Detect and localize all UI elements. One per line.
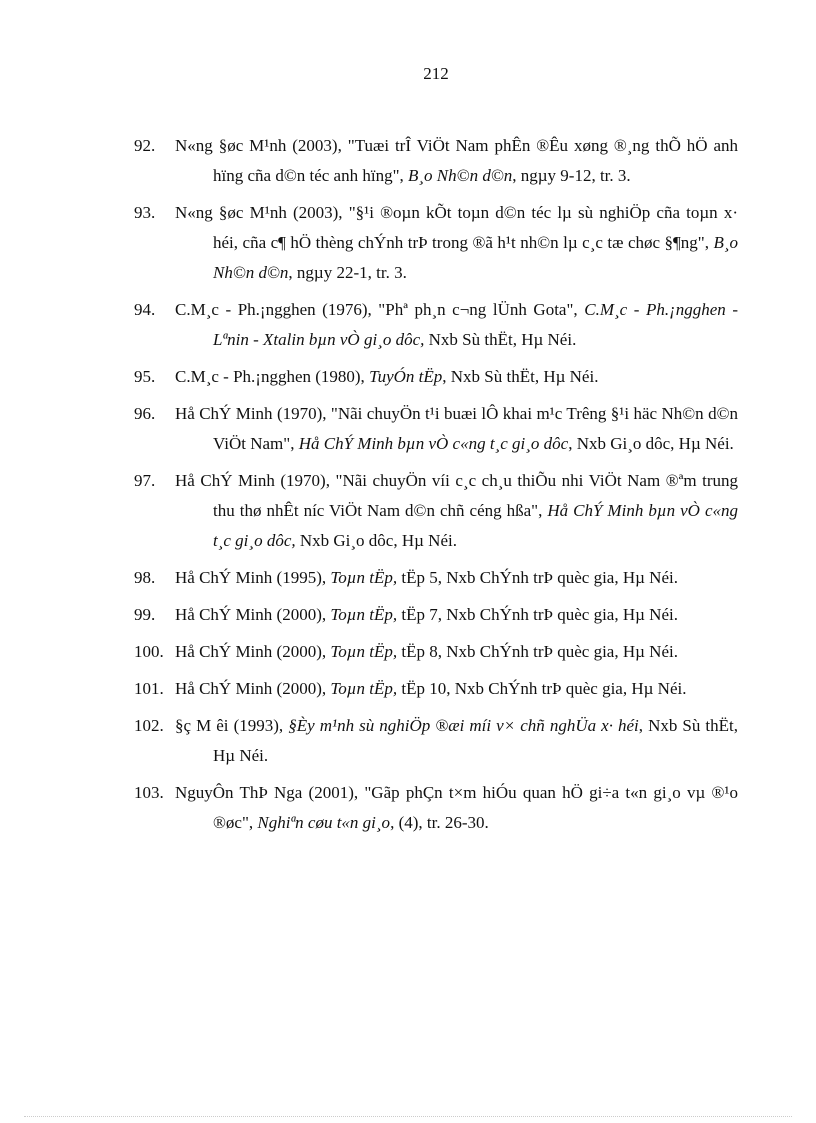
page-number: 212	[423, 64, 449, 83]
reference-text-segment: N«ng §øc M¹nh (2003), "Tuæi trÎ ViÖt Nam phÊn ®Êu xøng ®¸ng thÕ hÖ anh hïng cña d©n téc anh hïng",	[175, 136, 738, 185]
reference-source-title: B¸o Nh©n d©n	[213, 233, 738, 282]
bottom-divider	[24, 1116, 792, 1117]
reference-item	[134, 131, 738, 191]
reference-text	[175, 198, 738, 288]
reference-number: 93.	[134, 203, 156, 222]
reference-source-title: Toµn tËp,	[330, 642, 398, 661]
reference-text	[175, 711, 739, 771]
reference-number: 100.	[134, 642, 164, 661]
reference-text	[175, 466, 738, 556]
reference-number: 101.	[134, 679, 164, 698]
reference-number: 92.	[134, 136, 156, 155]
reference-item	[134, 600, 738, 630]
reference-item	[134, 674, 738, 704]
reference-item	[134, 295, 738, 355]
reference-text-segment: tËp 5, Nxb ChÝnh trÞ quèc gia, Hµ Néi.	[397, 568, 678, 587]
reference-item	[134, 399, 738, 459]
reference-text-segment: , (4), tr. 26-30.	[390, 813, 489, 832]
reference-text-segment: Hå ChÝ Minh (1970), "Nãi chuyÖn víi c¸c ch¸u thiÕu nhi ViÖt Nam ®ªm trung thu thø nhÊt níc ViÖt Nam d©n chñ céng hßa",	[175, 471, 738, 520]
reference-item	[134, 198, 738, 288]
reference-text-segment: C.M¸c - Ph.¡ngghen (1980),	[175, 367, 370, 386]
reference-number: 97.	[134, 471, 156, 490]
reference-source-title: §Èy m¹nh sù nghiÖp ®æi míi v× chñ nghÜa x· héi	[288, 716, 639, 735]
reference-source-title: Toµn tËp,	[330, 605, 398, 624]
reference-text-segment: Nxb Sù thËt, Hµ Néi.	[424, 330, 577, 349]
reference-text	[175, 295, 738, 355]
reference-text-segment: , Nxb Sù thËt, Hµ Néi.	[442, 367, 599, 386]
reference-item	[134, 711, 738, 771]
reference-text-segment: NguyÔn ThÞ Nga (2001), "Gãp phÇn t×m hiÓu quan hÖ gi÷a t«n gi¸o vµ ®¹o ®øc",	[175, 783, 738, 832]
reference-list	[134, 131, 738, 845]
reference-source-title: Toµn tËp,	[330, 568, 398, 587]
reference-number: 99.	[134, 605, 156, 624]
reference-source-title: Toµn tËp,	[330, 679, 398, 698]
reference-number: 95.	[134, 367, 156, 386]
reference-text-segment: tËp 10, Nxb ChÝnh trÞ quèc gia, Hµ Néi.	[397, 679, 687, 698]
reference-text-segment: C.M¸c - Ph.¡ngghen (1976), "Phª ph¸n c¬ng lÜnh Gota",	[175, 300, 585, 319]
reference-text	[175, 674, 738, 704]
reference-text-segment: Nxb Gi¸o dôc, Hµ Néi.	[295, 531, 457, 550]
reference-item	[134, 778, 738, 838]
reference-number: 103.	[134, 783, 164, 802]
reference-text	[175, 362, 738, 392]
reference-source-title: Nghiªn cøu t«n gi¸o	[257, 813, 391, 832]
reference-source-title: Hå ChÝ Minh bµn vÒ c«ng t¸c gi¸o dôc	[298, 434, 569, 453]
reference-source-title: C.M¸c - Ph.¡ngghen - Lªnin - Xtalin bµn vÒ gi¸o dôc,	[213, 300, 738, 349]
reference-text-segment: Hå ChÝ Minh (2000),	[175, 642, 331, 661]
reference-text-segment: Hå ChÝ Minh (2000),	[175, 605, 331, 624]
reference-item	[134, 466, 738, 556]
reference-text-segment: tËp 7, Nxb ChÝnh trÞ quèc gia, Hµ Néi.	[397, 605, 678, 624]
reference-text	[175, 637, 738, 667]
reference-text-segment: Hå ChÝ Minh (1995),	[175, 568, 331, 587]
reference-number: 102.	[134, 716, 164, 735]
reference-number: 94.	[134, 300, 156, 319]
reference-text	[175, 563, 738, 593]
reference-item	[134, 563, 738, 593]
reference-text	[175, 131, 738, 191]
reference-text	[175, 778, 738, 838]
reference-source-title: Hå ChÝ Minh bµn vÒ c«ng t¸c gi¸o dôc,	[213, 501, 738, 550]
reference-text-segment: tËp 8, Nxb ChÝnh trÞ quèc gia, Hµ Néi.	[397, 642, 678, 661]
reference-number: 98.	[134, 568, 156, 587]
reference-source-title: B¸o Nh©n d©n	[408, 166, 513, 185]
reference-text	[175, 399, 738, 459]
reference-text-segment: , ngµy 9-12, tr. 3.	[512, 166, 631, 185]
reference-text-segment: Hå ChÝ Minh (1970), "Nãi chuyÖn t¹i buæi lÔ khai m¹c Trêng §¹i häc Nh©n d©n ViÖt Nam",	[175, 404, 738, 453]
reference-text-segment: §ç M êi (1993),	[175, 716, 289, 735]
reference-text-segment: , Nxb Gi¸o dôc, Hµ Néi.	[568, 434, 734, 453]
reference-source-title: TuyÓn tËp	[369, 367, 443, 386]
reference-text-segment: N«ng §øc M¹nh (2003), "§¹i ®oµn kÕt toµn d©n téc lµ sù nghiÖp cña toµn x· héi, cña c¶ hÖ thèng chÝnh trÞ trong ®ã h¹t nh©n lµ c¸c tæ chøc §¶ng",	[175, 203, 738, 252]
reference-text	[175, 600, 738, 630]
reference-text-segment: , Nxb Sù thËt, Hµ Néi.	[213, 716, 739, 765]
reference-item	[134, 362, 738, 392]
reference-text-segment: , ngµy 22-1, tr. 3.	[288, 263, 407, 282]
reference-item	[134, 637, 738, 667]
reference-text-segment: Hå ChÝ Minh (2000),	[175, 679, 331, 698]
reference-number: 96.	[134, 404, 156, 423]
